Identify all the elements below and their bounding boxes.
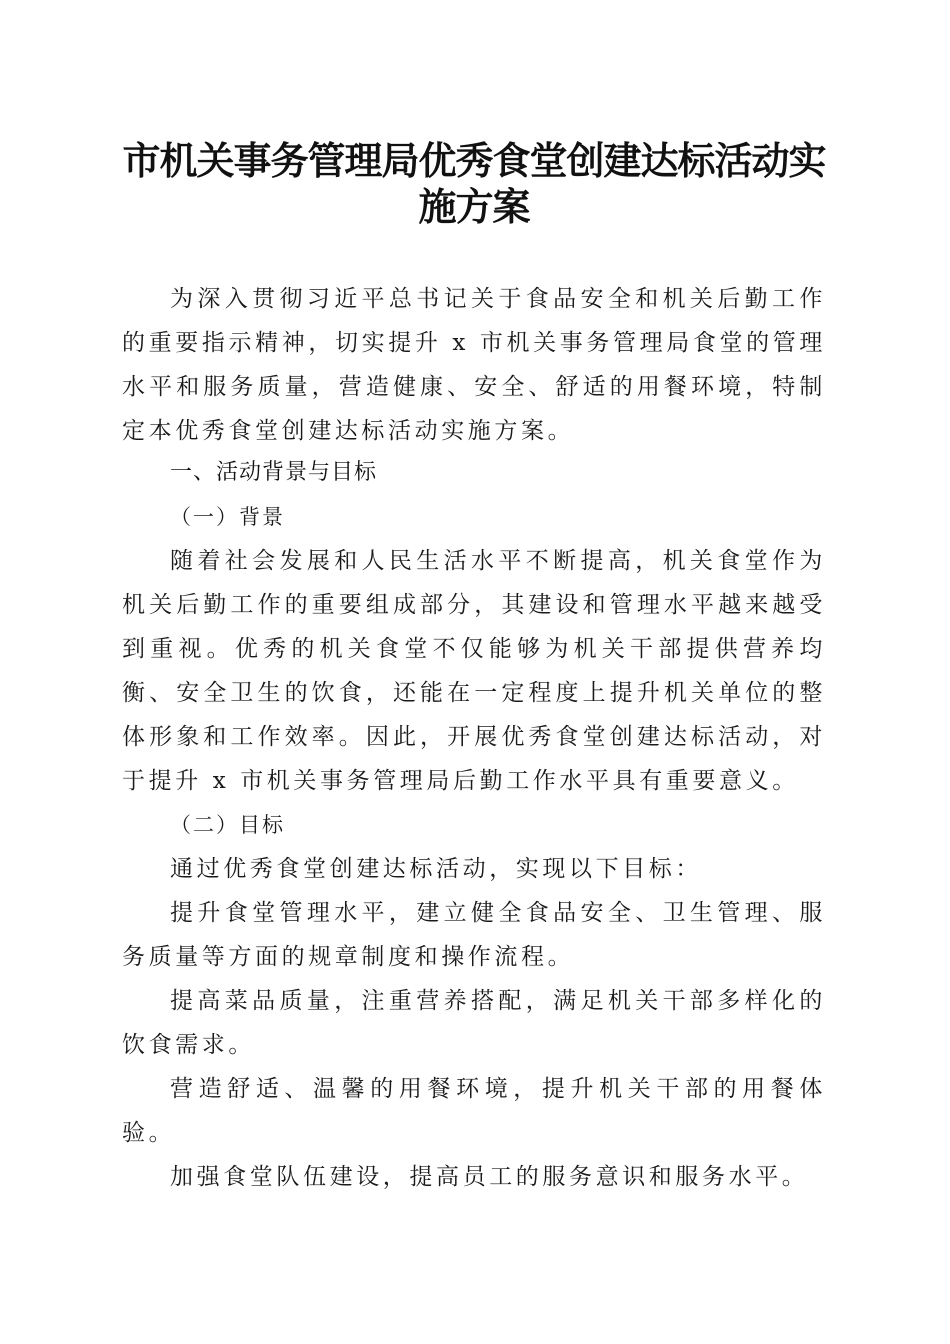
subsection-heading-background: （一）背景 xyxy=(170,505,285,529)
goal-item: 提升食堂管理水平，建立健全食品安全、卫生管理、服务质量等方面的规章制度和操作流程。 xyxy=(122,900,826,970)
document-title: 市机关事务管理局优秀食堂创建达标活动实施方案 xyxy=(122,138,826,229)
background-paragraph: 随着社会发展和人民生活水平不断提高，机关食堂作为机关后勤工作的重要组成部分，其建设和管理水平越来越受到重视。优秀的机关食堂不仅能够为机关干部提供营养均衡、安全卫生的饮食，还能在一定程度上提升机关单位的整体形象和工作效率。因此，开展优秀食堂创建达标活动，对于提升 x 市机关事务管理局后勤工作水平具有重要意义。 xyxy=(122,548,826,794)
subsection-heading-goals: （二）目标 xyxy=(170,813,285,837)
intro-paragraph: 为深入贯彻习近平总书记关于食品安全和机关后勤工作的重要指示精神，切实提升 x 市机关事务管理局食堂的管理水平和服务质量，营造健康、安全、舒适的用餐环境，特制定本优秀食堂创建达标活动实施方案。 xyxy=(122,286,826,444)
goal-item: 营造舒适、温馨的用餐环境，提升机关干部的用餐体验。 xyxy=(122,1076,826,1146)
section-heading-1: 一、活动背景与目标 xyxy=(170,460,378,485)
goals-intro-paragraph: 通过优秀食堂创建达标活动，实现以下目标： xyxy=(170,856,702,882)
document-body xyxy=(122,277,826,1199)
goal-item: 加强食堂队伍建设，提高员工的服务意识和服务水平。 xyxy=(170,1164,809,1190)
goal-item: 提高菜品质量，注重营养搭配，满足机关干部多样化的饮食需求。 xyxy=(122,988,826,1058)
